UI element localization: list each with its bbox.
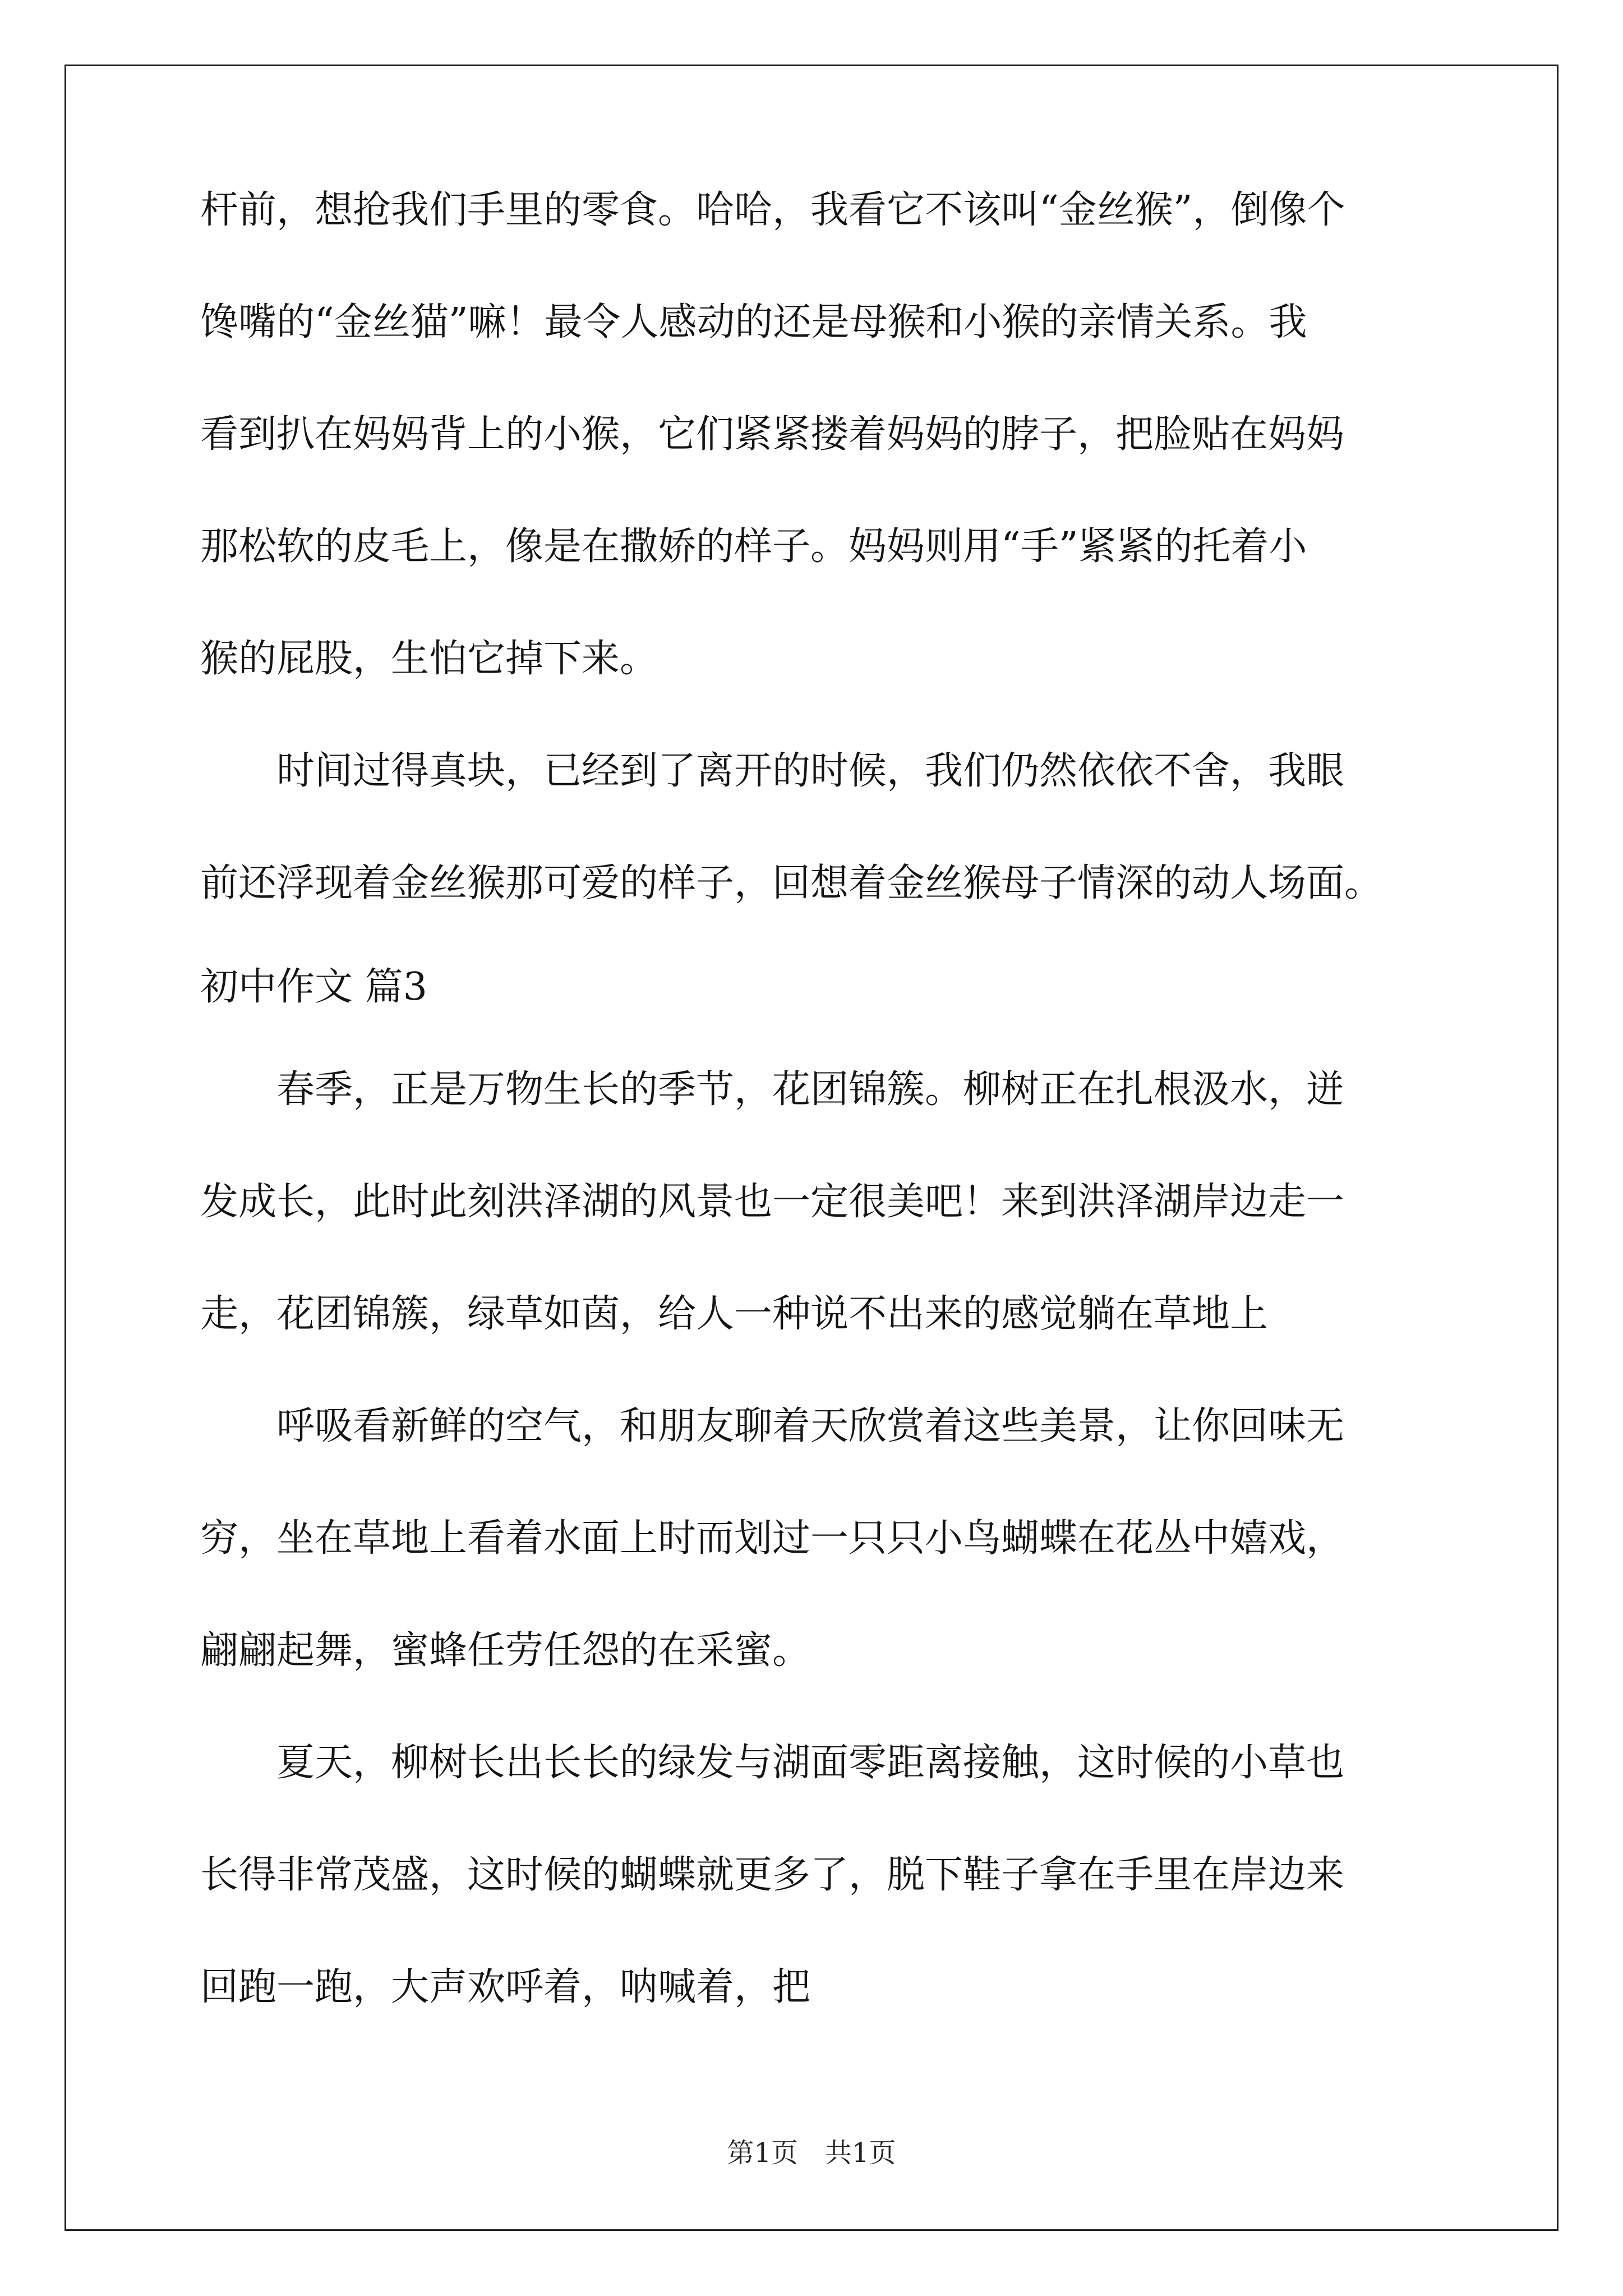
text-line: 馋嘴的“金丝猫”嘛！最令人感动的还是母猴和小猴的亲情关系。我 [200, 300, 1307, 344]
section-heading: 初中作文 篇3 [200, 965, 427, 1009]
text-line: 走，花团锦簇，绿草如茵，给人一种说不出来的感觉躺在草地上 [200, 1292, 1269, 1336]
text-line: 发成长，此时此刻洪泽湖的风景也一定很美吧！来到洪泽湖岸边走一 [200, 1180, 1345, 1224]
text-line: 前还浮现着金丝猴那可爱的样子，回想着金丝猴母子情深的动人场面。 [200, 861, 1383, 905]
text-line: 看到扒在妈妈背上的小猴，它们紧紧搂着妈妈的脖子，把脸贴在妈妈 [200, 412, 1345, 457]
text-line: 翩翩起舞，蜜蜂任劳任怨的在采蜜。 [200, 1628, 811, 1673]
page-border [64, 65, 1559, 2231]
text-line: 杆前，想抢我们手里的零食。哈哈，我看它不该叫“金丝猴”，倒像个 [200, 188, 1345, 232]
text-line: 回跑一跑，大声欢呼着，呐喊着，把 [200, 1965, 811, 2009]
text-line: 呼吸看新鲜的空气，和朋友聊着天欣赏着这些美景，让你回味无 [200, 1404, 1345, 1448]
text-line: 春季，正是万物生长的季节，花团锦簇。柳树正在扎根汲水，迸 [200, 1068, 1345, 1112]
page-footer: 第1页 共1页 [727, 2137, 896, 2169]
text-line: 那松软的皮毛上，像是在撒娇的样子。妈妈则用“手”紧紧的托着小 [200, 524, 1307, 569]
text-line: 时间过得真块，已经到了离开的时候，我们仍然依依不舍，我眼 [200, 749, 1345, 793]
text-line: 夏天，柳树长出长长的绿发与湖面零距离接触，这时候的小草也 [200, 1741, 1345, 1785]
text-line: 穷，坐在草地上看着水面上时而划过一只只小鸟蝴蝶在花丛中嬉戏， [200, 1516, 1345, 1561]
text-line: 长得非常茂盛，这时候的蝴蝶就更多了，脱下鞋子拿在手里在岸边来 [200, 1853, 1345, 1897]
text-line: 猴的屁股，生怕它掉下来。 [200, 637, 658, 681]
